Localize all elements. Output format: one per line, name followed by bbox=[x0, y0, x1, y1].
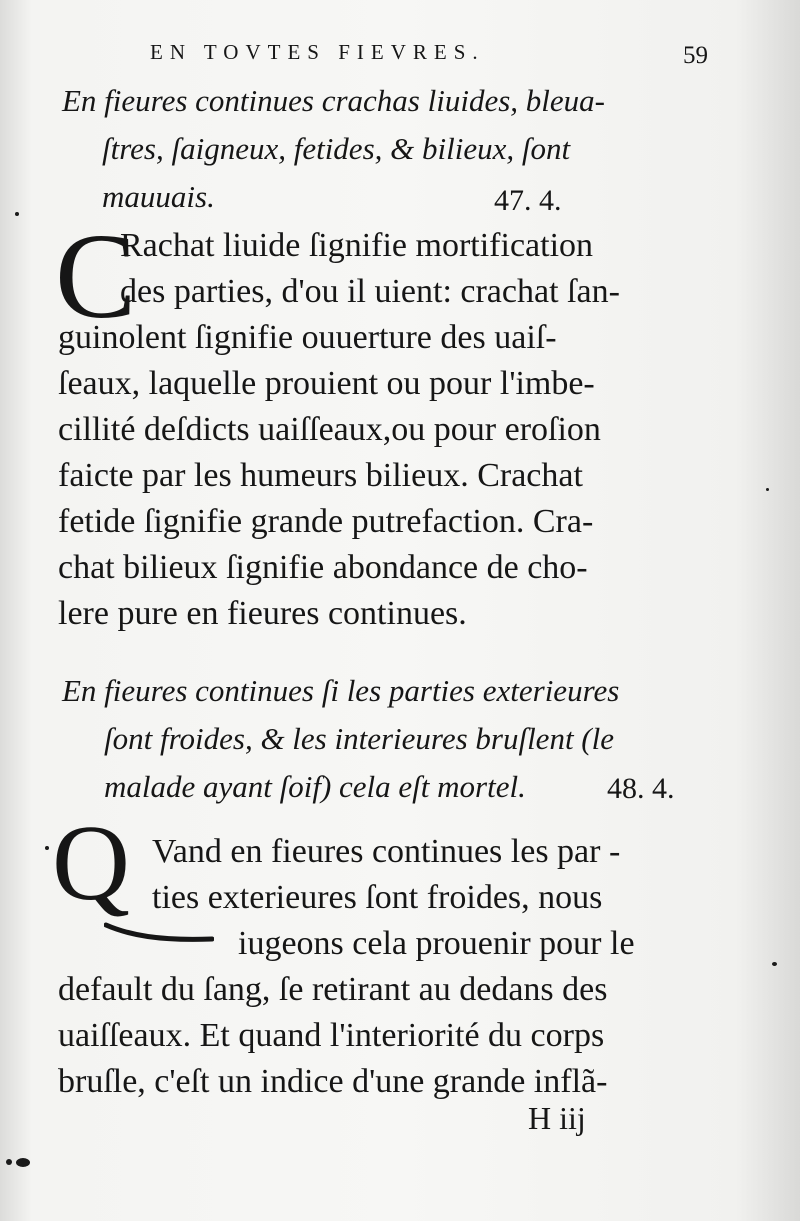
running-head: EN TOVTES FIEVRES. bbox=[150, 40, 485, 64]
text-line: default du ſang, ſe retirant au dedans des bbox=[58, 971, 608, 1008]
ink-spot bbox=[45, 846, 49, 850]
ink-spot bbox=[766, 488, 769, 491]
page-number: 59 bbox=[683, 42, 708, 69]
text-line: lere pure en fieures continues. bbox=[58, 595, 467, 632]
aphorism-48 bbox=[0, 668, 800, 818]
text-line: chat bilieux ſignifie abondance de cho- bbox=[58, 549, 588, 586]
text-line: cillité deſdicts uaiſſeaux,ou pour eroſion bbox=[58, 411, 601, 448]
text-line: faicte par les humeurs bilieux. Crachat bbox=[58, 457, 583, 494]
aphorism-line: ſtres, ſaigneux, fetides, & bilieux, ſont bbox=[102, 131, 571, 166]
signature-mark: H iij bbox=[528, 1100, 586, 1136]
text-line: guinolent ſignifie ouuerture des uaiſ- bbox=[58, 319, 557, 356]
commentary-48 bbox=[0, 828, 800, 1118]
drop-cap-initial: Q bbox=[52, 804, 130, 923]
drop-cap-initial: C bbox=[55, 209, 137, 344]
aphorism-line: ſont froides, & les interieures bruſlent (le bbox=[104, 721, 615, 756]
text-line: des parties, d'ou il uient: crachat ſan- bbox=[120, 273, 620, 310]
aphorism-number: 48. 4. bbox=[607, 772, 675, 805]
text-line: uaiſſeaux. Et quand l'interiorité du corps bbox=[58, 1017, 605, 1054]
text-line: Vand en fieures continues les par - bbox=[152, 833, 621, 870]
aphorism-line: mauuais. bbox=[102, 179, 215, 214]
text-line: ſeaux, laquelle prouient ou pour l'imbe- bbox=[58, 365, 595, 402]
text-line: iugeons cela prouenir pour le bbox=[238, 925, 635, 962]
text-line: fetide ſignifie grande putrefaction. Cra- bbox=[58, 503, 594, 540]
aphorism-line: En fieures continues ſi les parties exterieures bbox=[62, 673, 620, 708]
text-line: Rachat liuide ſignifie mortification bbox=[120, 227, 594, 264]
ink-spot bbox=[772, 962, 777, 966]
ink-spot bbox=[6, 1159, 12, 1165]
page-header bbox=[0, 40, 800, 80]
aphorism-number: 47. 4. bbox=[494, 184, 562, 217]
text-line: bruſle, c'eſt un indice d'une grande inflã- bbox=[58, 1063, 608, 1100]
commentary-47 bbox=[0, 222, 800, 642]
aphorism-line: malade ayant ſoif) cela eſt mortel. bbox=[104, 769, 526, 804]
text-line: ties exterieures ſont froides, nous bbox=[152, 879, 603, 916]
ink-spot bbox=[15, 212, 19, 216]
ink-spot bbox=[16, 1158, 30, 1167]
aphorism-line: En fieures continues crachas liuides, bleua- bbox=[62, 83, 605, 118]
aphorism-47 bbox=[0, 78, 800, 228]
